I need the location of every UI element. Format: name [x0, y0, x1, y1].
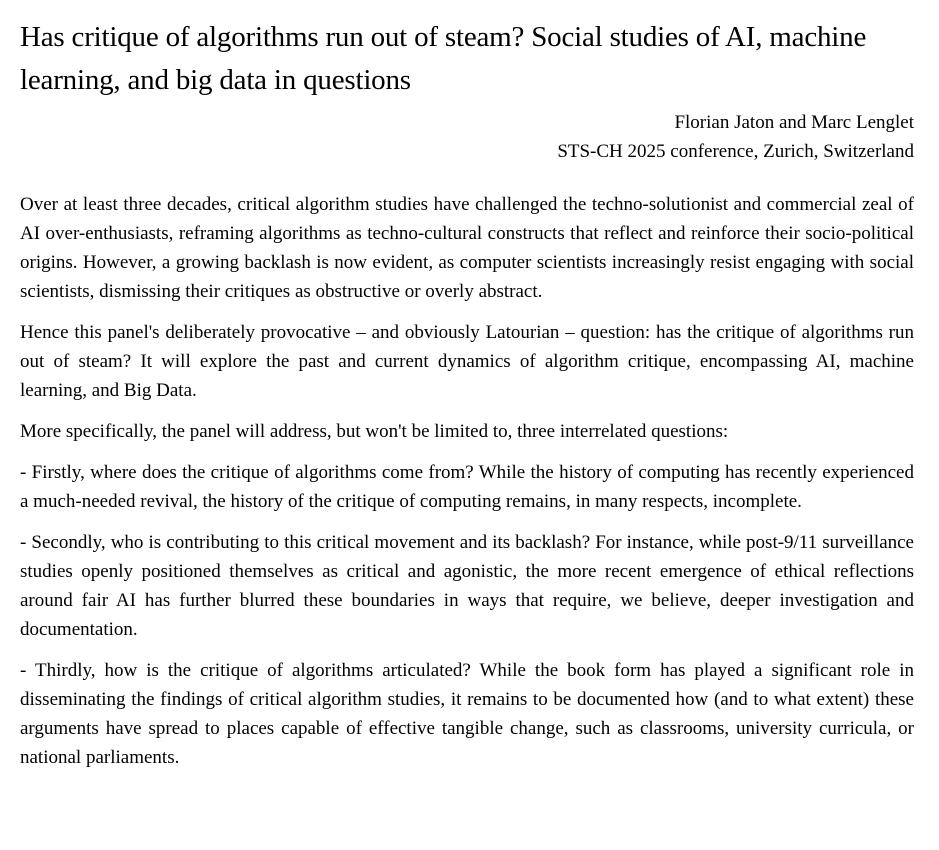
- event-info: STS-CH 2025 conference, Zurich, Switzerland: [557, 141, 914, 162]
- document-page: [20, 0, 914, 784]
- paragraph-thirdly: - Thirdly, how is the critique of algorithms articulated? While the book form has played a significant role in disseminating the findings of critical algorithm studies, it remains to be documented how (and to what extent) these arguments have spread to places capable of effective tangible change, such as classrooms, university curricula, or national parliaments.: [20, 660, 914, 768]
- paragraph-firstly: - Firstly, where does the critique of algorithms come from? While the history of computing has recently experienced a much-needed revival, the history of the critique of computing remains, in many respects, incomplete.: [20, 462, 914, 512]
- paragraph-specifics: More specifically, the panel will address, but won't be limited to, three interrelated questions:: [20, 421, 729, 442]
- paragraph-secondly: - Secondly, who is contributing to this critical movement and its backlash? For instance, while post-9/11 surveillance studies openly positioned themselves as critical and agonistic, the more recent emergence of ethical reflections around fair AI has further blurred these boundaries in ways that require, we believe, deeper investigation and documentation.: [20, 532, 914, 640]
- authors: Florian Jaton and Marc Lenglet: [674, 112, 914, 133]
- document-body: [20, 190, 914, 772]
- paragraph-panel-question: Hence this panel's deliberately provocative – and obviously Latourian – question: has the critique of algorithms run out of steam? It will explore the past and current dynamics of algorithm critique, encompassing AI, machine learning, and Big Data.: [20, 322, 914, 401]
- document-title: Has critique of algorithms run out of steam? Social studies of AI, machine learning, and big data in questions: [20, 21, 867, 96]
- byline: [20, 108, 914, 166]
- paragraph-intro: Over at least three decades, critical algorithm studies have challenged the techno-solutionist and commercial zeal of AI over-enthusiasts, reframing algorithms as techno-cultural constructs that reflect and reinforce their socio-political origins. However, a growing backlash is now evident, as computer scientists increasingly resist engaging with social scientists, dismissing their critiques as obstructive or overly abstract.: [20, 194, 914, 302]
